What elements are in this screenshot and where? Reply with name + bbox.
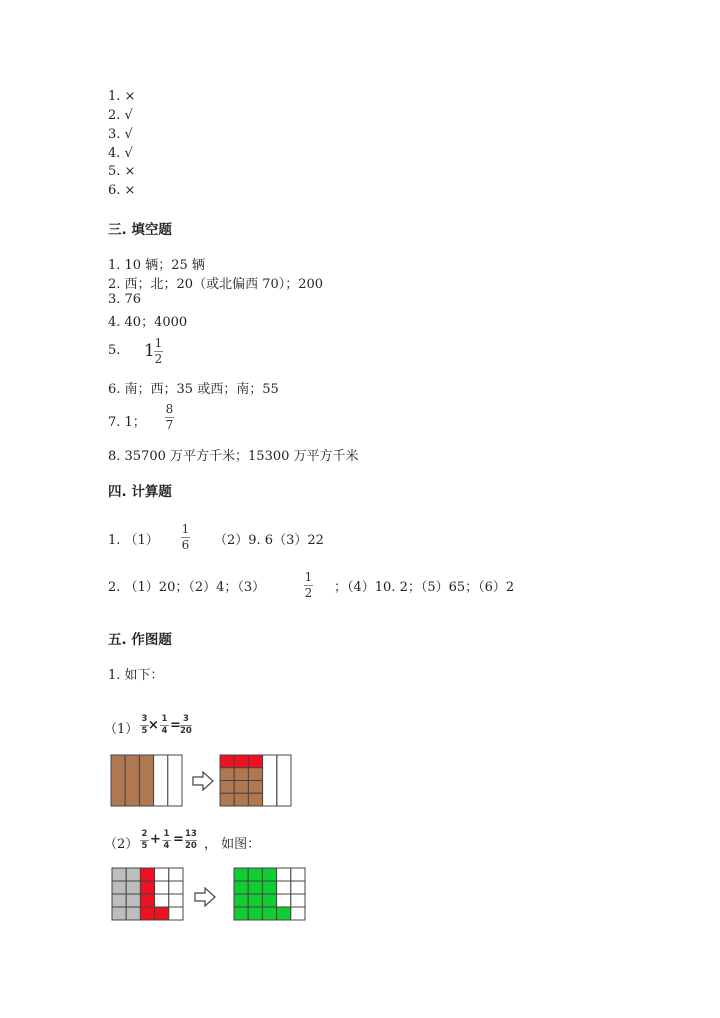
grid-cell	[126, 907, 140, 920]
grid-cells	[220, 755, 277, 806]
calc-answer-1-label: 1. （1）	[108, 533, 159, 548]
fill-answer-5-fraction	[154, 337, 163, 366]
fraction-denominator: 20	[180, 726, 192, 736]
fraction-denominator: 6	[181, 538, 190, 552]
fill-answer-8: 8. 35700 万平方千米；15300 万平方千米	[108, 449, 359, 464]
grid-cell	[140, 881, 154, 894]
empty-column	[154, 755, 168, 806]
shaded-column	[125, 755, 139, 806]
fraction-numerator: 1	[161, 714, 168, 724]
grid-cell	[263, 755, 277, 806]
grid-cell	[248, 881, 262, 894]
calc-answer-1-rest: （2）9. 6（3）22	[214, 533, 324, 548]
grid-cell	[140, 894, 154, 907]
part1-diagram-before	[110, 754, 184, 808]
grid-cell	[140, 868, 154, 881]
part2-fraction-result	[185, 830, 197, 851]
fill-answer-7-fraction	[165, 403, 174, 432]
grid-cell	[126, 894, 140, 907]
fill-answer-5-label: 5.	[108, 343, 121, 358]
grid-cell	[277, 881, 291, 894]
grid-cell	[234, 894, 248, 907]
grid-cell	[112, 881, 126, 894]
grid-cell	[112, 868, 126, 881]
grid-cell	[291, 907, 305, 920]
fill-answer-1: 1. 10 辆；25 辆	[108, 258, 205, 273]
fill-answer-4: 4. 40；4000	[108, 315, 188, 330]
grid-cell	[155, 894, 169, 907]
part2-label: （2）	[104, 837, 139, 852]
fraction-denominator: 4	[161, 726, 168, 736]
grid-cell	[248, 868, 262, 881]
calc-answer-1-fraction	[181, 523, 190, 552]
answer-judge-4: 4. √	[108, 146, 133, 161]
grid-cell	[291, 868, 305, 881]
part2-suffix: ， 如图：	[204, 837, 261, 852]
grid-cell	[126, 881, 140, 894]
shaded-column	[139, 755, 153, 806]
part1-operator: ×	[148, 718, 159, 733]
fraction-numerator: 3	[141, 714, 148, 724]
grid-cell	[155, 907, 169, 920]
grid-cell	[220, 755, 234, 768]
grid-cell	[155, 868, 169, 881]
draw-answer-1: 1. 如下：	[108, 668, 164, 683]
grid-cell	[277, 907, 291, 920]
grid-cell	[169, 868, 183, 881]
grid-cell	[248, 755, 262, 768]
grid-cells	[112, 868, 183, 920]
part1-equals: =	[170, 718, 181, 733]
grid-cell	[234, 868, 248, 881]
answer-judge-1: 1. ×	[108, 89, 136, 104]
calc-answer-2-rest: ；（4）10. 2；（5）65；（6）2	[334, 580, 515, 595]
answer-judge-5: 5. ×	[108, 164, 136, 179]
fraction-numerator: 1	[154, 336, 163, 350]
shaded-column	[111, 755, 125, 806]
answer-judge-3: 3. √	[108, 127, 133, 142]
part1-label: （1）	[104, 722, 139, 737]
calc-answer-2-fraction	[304, 571, 313, 600]
grid-cell	[291, 881, 305, 894]
grid-cell	[234, 793, 248, 806]
part2-operator: +	[150, 832, 161, 847]
fraction-denominator: 20	[185, 841, 197, 851]
part2-diagram-after	[233, 867, 307, 922]
grid-cell	[262, 907, 276, 920]
grid-cell	[155, 881, 169, 894]
grid-cell	[262, 868, 276, 881]
fill-answer-5-whole: 1	[144, 341, 155, 361]
grid-cell	[140, 907, 154, 920]
fill-answer-2: 2. 西；北；20（或北偏西 70）；200	[108, 277, 324, 292]
part2-fraction-b	[162, 830, 171, 851]
fraction-denominator: 7	[165, 418, 174, 432]
part1-fraction-b	[160, 715, 169, 736]
grid-cell	[220, 768, 234, 781]
empty-column	[168, 755, 182, 806]
grid-cell	[248, 781, 262, 794]
grid-cell	[169, 894, 183, 907]
fill-answer-7-label: 7. 1；	[108, 415, 146, 430]
grid-cell	[277, 894, 291, 907]
section-draw-heading: 五. 作图题	[108, 632, 172, 648]
fraction-numerator: 8	[165, 402, 174, 416]
grid-cell	[220, 793, 234, 806]
grid-cell	[234, 755, 248, 768]
fraction-numerator: 2	[141, 829, 148, 839]
grid-cells	[234, 868, 305, 920]
arrow-right-icon	[192, 771, 214, 791]
part1-fraction-result	[180, 715, 192, 736]
arrow-right-icon	[194, 887, 216, 907]
grid-cell	[169, 907, 183, 920]
fill-answer-3: 3. 76	[108, 292, 142, 307]
grid-cell	[277, 868, 291, 881]
fraction-numerator: 1	[304, 570, 313, 584]
grid-cell	[248, 907, 262, 920]
grid-cell	[112, 907, 126, 920]
grid-cell	[262, 881, 276, 894]
grid-cell	[248, 768, 262, 781]
fill-answer-6: 6. 南；西；35 或西；南；55	[108, 382, 279, 397]
fraction-denominator: 2	[154, 352, 163, 366]
fraction-denominator: 4	[163, 841, 170, 851]
grid-cell	[112, 894, 126, 907]
part2-diagram-before	[111, 867, 185, 922]
grid-cell	[234, 781, 248, 794]
fraction-denominator: 2	[304, 586, 313, 600]
grid-cell	[220, 781, 234, 794]
answer-judge-6: 6. ×	[108, 183, 136, 198]
fraction-numerator: 1	[163, 829, 170, 839]
grid-cell	[234, 881, 248, 894]
section-fill-heading: 三. 填空题	[108, 222, 172, 238]
grid-cell	[248, 793, 262, 806]
fraction-numerator: 13	[185, 829, 197, 839]
grid-cell	[234, 768, 248, 781]
grid-cell	[169, 881, 183, 894]
answer-judge-2: 2. √	[108, 108, 133, 123]
fraction-numerator: 1	[181, 522, 190, 536]
grid-cell	[262, 894, 276, 907]
section-calc-heading: 四. 计算题	[108, 484, 172, 500]
part2-equals: =	[173, 832, 184, 847]
grid-cell	[234, 907, 248, 920]
part2-fraction-a	[140, 830, 149, 851]
calc-answer-2-label: 2. （1）20；（2）4；（3）	[108, 580, 266, 595]
grid-cell	[291, 894, 305, 907]
fraction-numerator: 3	[182, 714, 189, 724]
part1-diagram-after	[219, 754, 293, 808]
grid-cell	[248, 894, 262, 907]
grid-cell	[126, 868, 140, 881]
fraction-denominator: 5	[141, 841, 148, 851]
fraction-denominator: 5	[141, 726, 148, 736]
